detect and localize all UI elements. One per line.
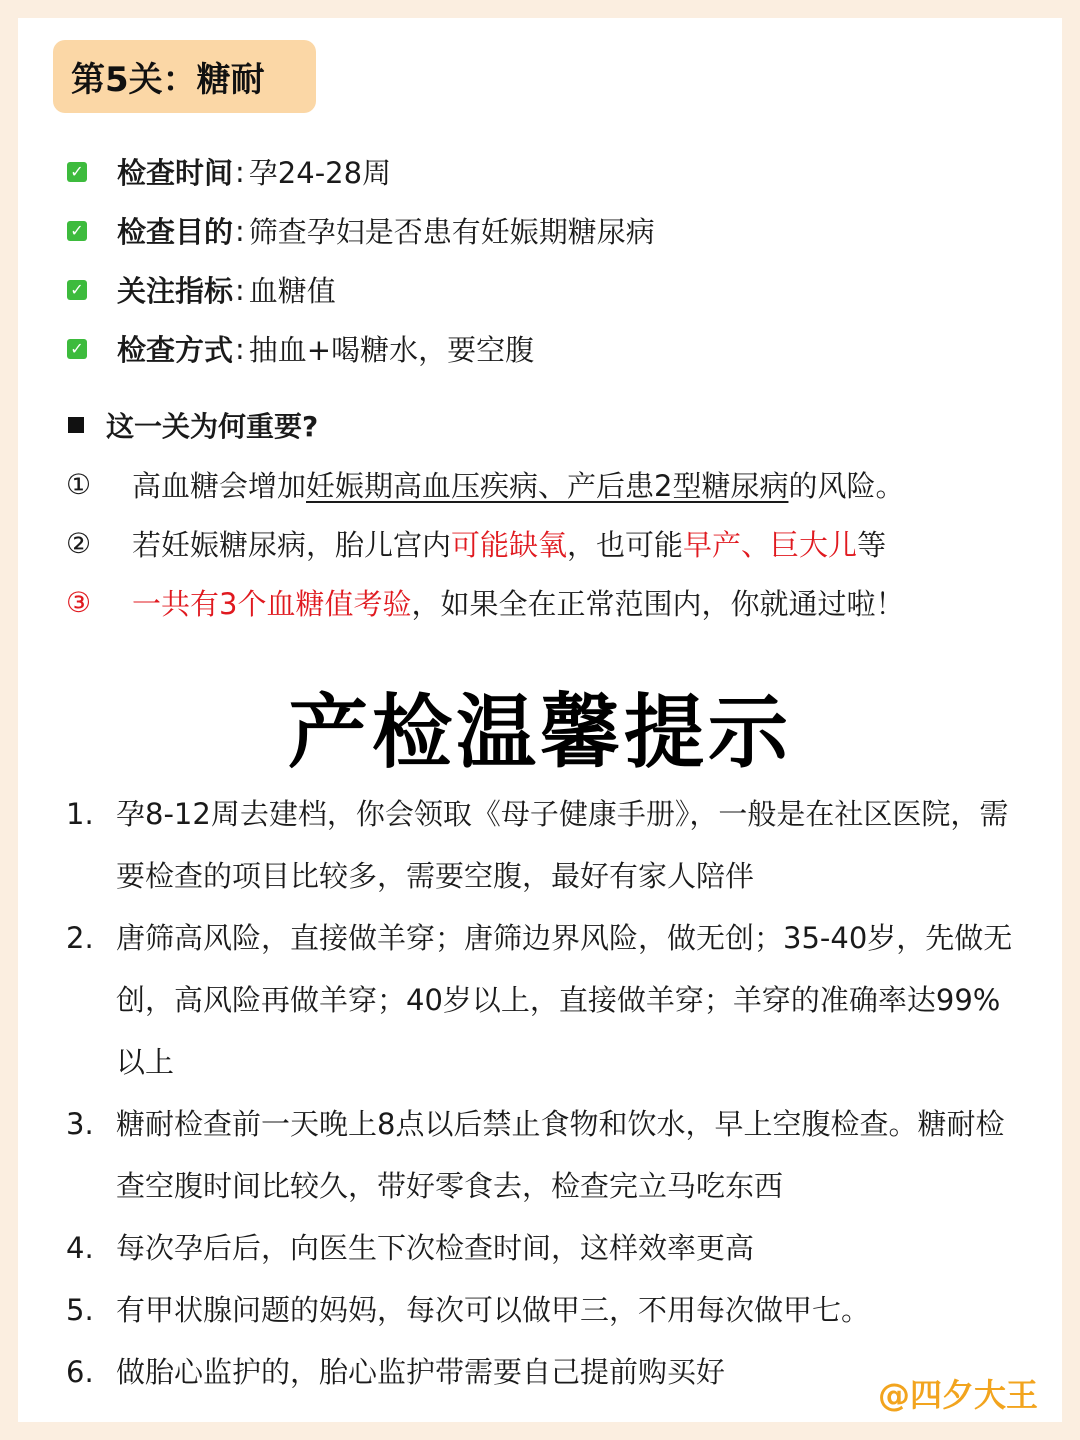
check-colon: : <box>235 213 245 248</box>
check-value: 孕24-28周 <box>248 156 392 190</box>
checkmark-icon: ✓ <box>67 221 87 241</box>
circled-number: ① <box>66 468 92 501</box>
tip-number: 6. <box>66 1355 94 1389</box>
tip-text: 每次孕后后，向医生下次检查时间，这样效率更高 <box>116 1231 755 1265</box>
circled-number: ③ <box>66 586 92 619</box>
tips-list <box>66 783 1016 1403</box>
tip-number: 3. <box>66 1107 94 1141</box>
list-item <box>66 1217 1016 1279</box>
check-label: 检查时间 <box>117 156 234 190</box>
check-item <box>66 142 655 201</box>
check-label: 检查目的 <box>117 215 234 249</box>
list-item <box>66 783 1016 907</box>
checkmark-icon: ✓ <box>67 162 87 182</box>
check-value: 筛查孕妇是否患有妊娠期糖尿病 <box>248 215 655 249</box>
level-badge <box>53 40 316 113</box>
tip-text: 孕8-12周去建档，你会领取《母子健康手册》，一般是在社区医院，需要检查的项目比较多，需要空腹，最好有家人陪伴 <box>116 797 1009 893</box>
reason-highlight: 早产、巨大儿 <box>683 528 858 562</box>
check-item <box>66 260 655 319</box>
check-value: 血糖值 <box>248 274 336 308</box>
list-item <box>66 1279 1016 1341</box>
reason-item <box>66 514 904 573</box>
check-item <box>66 319 655 378</box>
check-colon: : <box>235 272 245 307</box>
reason-list <box>66 455 904 632</box>
square-bullet-icon <box>68 417 84 433</box>
check-list <box>66 142 655 378</box>
reason-underlined-text: 妊娠期高血压疾病、产后患2型糖尿病 <box>306 469 789 503</box>
level-badge-text: 第5关：糖耐 <box>71 60 265 100</box>
check-label: 检查方式 <box>117 333 234 367</box>
reason-item <box>66 573 904 632</box>
checkmark-icon: ✓ <box>67 339 87 359</box>
reason-text: ，如果全在正常范围内，你就通过啦！ <box>411 587 905 621</box>
tip-text: 唐筛高风险，直接做羊穿；唐筛边界风险，做无创；35-40岁，先做无创，高风险再做羊穿；40岁以上，直接做羊穿；羊穿的准确率达99%以上 <box>116 921 1013 1079</box>
page-title: 产检温馨提示 <box>288 686 792 779</box>
reason-text: 若妊娠糖尿病，胎儿宫内 <box>132 528 452 562</box>
list-item <box>66 1093 1016 1217</box>
reason-text: 高血糖会增加 <box>132 469 307 503</box>
tip-number: 5. <box>66 1293 94 1327</box>
list-item <box>66 1341 1016 1403</box>
circled-number: ② <box>66 527 92 560</box>
tip-number: 1. <box>66 797 94 831</box>
check-value: 抽血+喝糖水，要空腹 <box>248 333 535 367</box>
tip-text: 有甲状腺问题的妈妈，每次可以做甲三，不用每次做甲七。 <box>116 1293 871 1327</box>
check-colon: : <box>235 154 245 189</box>
reason-highlight: 一共有3个血糖值考验 <box>132 587 412 621</box>
tip-number: 4. <box>66 1231 94 1265</box>
tip-number: 2. <box>66 921 94 955</box>
section-title: 这一关为何重要? <box>106 410 319 443</box>
author-watermark: @四夕大王 <box>877 1376 1038 1414</box>
check-label: 关注指标 <box>117 274 234 308</box>
tip-text: 糖耐检查前一天晚上8点以后禁止食物和饮水，早上空腹检查。糖耐检查空腹时间比较久，带好零食去，检查完立马吃东西 <box>116 1107 1005 1203</box>
reason-text: ，也可能 <box>567 528 684 562</box>
checkmark-icon: ✓ <box>67 280 87 300</box>
check-colon: : <box>235 331 245 366</box>
check-item <box>66 201 655 260</box>
section-heading <box>68 405 318 445</box>
list-item <box>66 907 1016 1093</box>
reason-item <box>66 455 904 514</box>
reason-text: 等 <box>857 528 887 562</box>
reason-highlight: 可能缺氧 <box>451 528 568 562</box>
tip-text: 做胎心监护的，胎心监护带需要自己提前购买好 <box>116 1355 726 1389</box>
reason-text: 的风险。 <box>788 469 905 503</box>
